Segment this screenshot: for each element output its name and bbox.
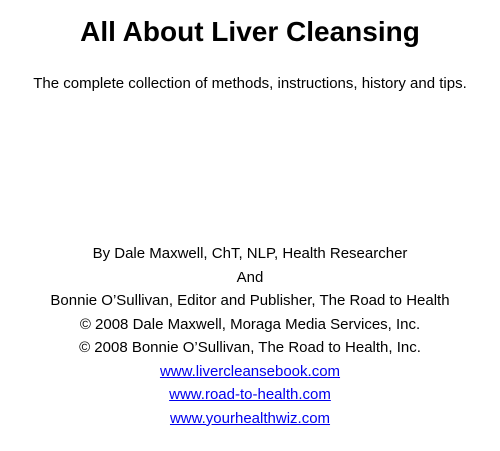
copyright-line-2: © 2008 Bonnie O’Sullivan, The Road to Health, Inc. xyxy=(79,339,421,356)
author-line: By Dale Maxwell, ChT, NLP, Health Researcher xyxy=(92,245,408,262)
road-to-health-link[interactable]: www.road-to-health.com xyxy=(169,386,331,403)
document-subtitle: The complete collection of methods, instructions, history and tips. xyxy=(33,75,467,92)
link-item xyxy=(0,383,500,407)
yourhealthwiz-link[interactable]: www.yourhealthwiz.com xyxy=(169,409,331,427)
copyright-line-1: © 2008 Dale Maxwell, Moraga Media Services, Inc. xyxy=(79,315,421,333)
link-item xyxy=(0,407,500,431)
link-item xyxy=(0,360,500,384)
document-title: All About Liver Cleansing xyxy=(80,16,420,47)
coauthor-line: Bonnie O’Sullivan, Editor and Publisher, The Road to Health xyxy=(50,292,450,309)
livercleansebook-link[interactable]: www.livercleansebook.com xyxy=(159,362,341,380)
and-line: And xyxy=(236,268,264,286)
credits-block xyxy=(0,242,500,430)
